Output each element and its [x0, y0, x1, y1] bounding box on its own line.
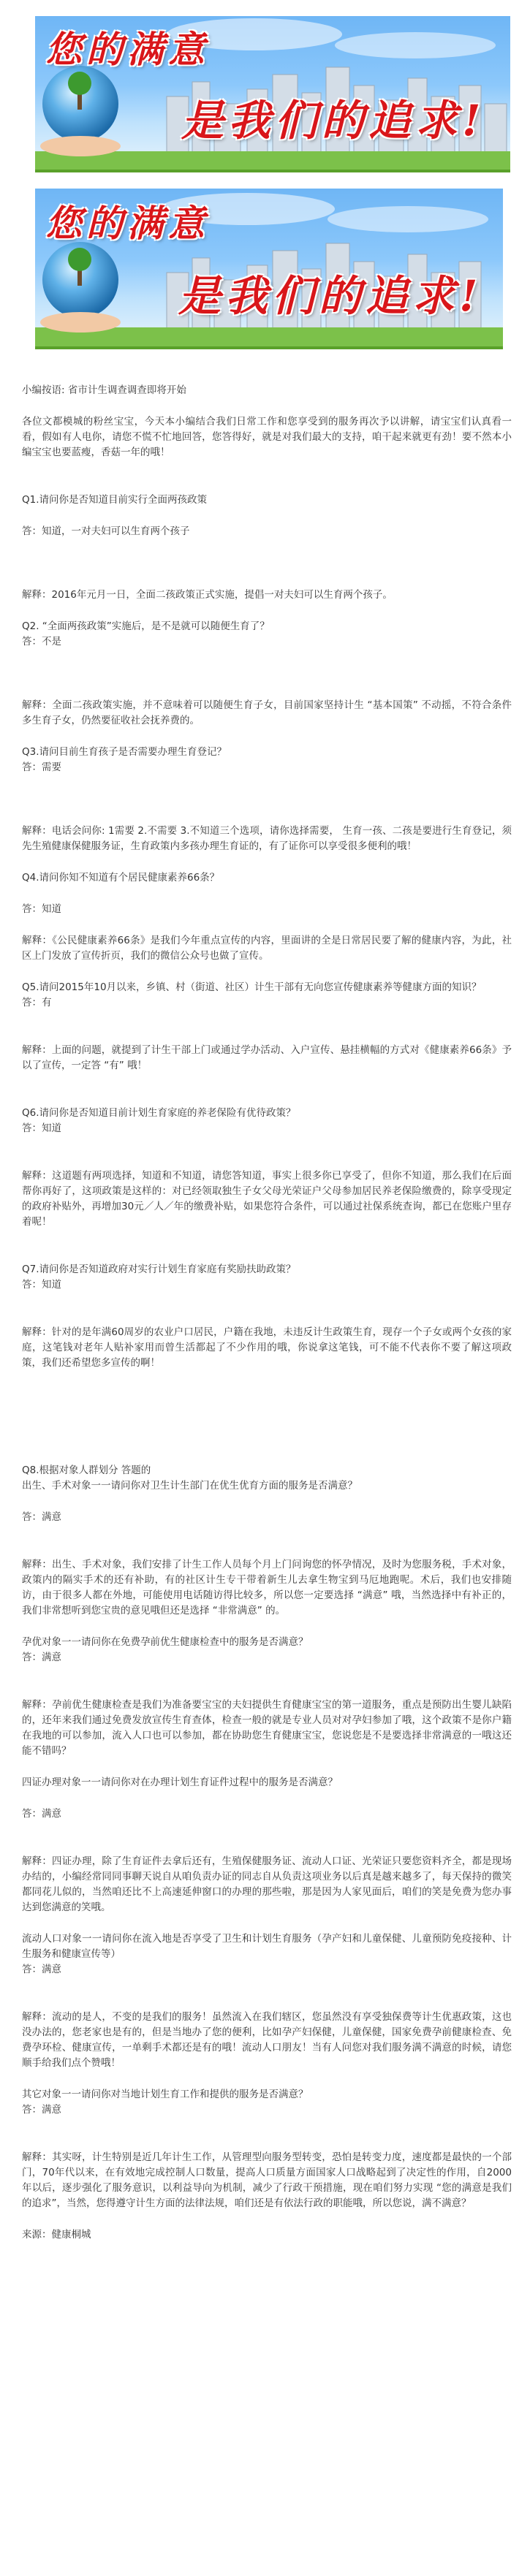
answer-prepregnancy: 答：满意	[22, 1652, 61, 1663]
answer-q4: 答：知道	[22, 903, 61, 915]
question-q8: Q8.根据对象人群划分 答题的 出生、手术对象一一请问你对卫生计生部门在优生优育方面的服务是否满意？	[22, 1464, 357, 1492]
answer-q5: 答：有	[22, 997, 52, 1008]
answer-certificates: 答：满意	[22, 1808, 61, 1820]
explanation-q1: 解释：2016年元月一日，全面二孩政策正式实施，提倡一对夫妇可以生育两个孩子。	[22, 589, 393, 601]
explanation-floating-population: 解释：流动的是人，不变的是我们的服务！虽然流入在我们辖区，您虽然没有享受独保费等计生优惠政策，这也没办法的，您老家也是有的，但是当地办了您的便利，比如孕产妇保健，儿童保健，国家免费孕前健康检查、免费孕环检、健康宣传，一单剩手术都还是有的哦！流动人口朋友！当有人问您对我们服务满不满意的时候，请您顺手给我们点个赞哦！	[22, 2011, 512, 2069]
explanation-certificates: 解释：四证办理，除了生育证件去拿后还有，生殖保健服务证、流动人口证、光荣证只要您资料齐全，都是现场办结的，小编经常同同事聊天说自从咱负责办证的同志自从负责这项业务以后真是越来越多了，每天保持的微笑都同花儿似的，当然咱还比不上高速延伸窗口的办理的那些啦，那是因为人家见面后，咱们的笑是免费为您办事达到您满意的笑哦。	[22, 1855, 512, 1913]
explanation-q7: 解释：针对的是年满60周岁的农业户口居民，户籍在我地，未违反计生政策生育，现存一个子女或两个女孩的家庭，这笔钱对老年人贴补家用而曾生活都起了不少作用的哦，你说拿这笔钱，可不能不代表你不要了解这项政策，我们还希望您多宣传的啊！	[22, 1326, 512, 1369]
question-floating-population: 流动人口对象一一请问你在流入地是否享受了卫生和计划生育服务（孕产妇和儿童保健、儿童预防免疫接种、计生服务和健康宣传等）	[22, 1933, 512, 1960]
answer-q1: 答：知道，一对夫妇可以生育两个孩子	[22, 525, 190, 537]
explanation-prepregnancy: 解释：孕前优生健康检查是我们为准备要宝宝的夫妇提供生育健康宝宝的第一道服务，重点是预防出生婴儿缺陷的，还年来我们通过免费发放宣传生育查体，检查一般的就是专业人员对对孕妇参加了哦，这个政策不是你户籍在我地的可以参加，流入人口也可以参加，都在协助您生育健康宝宝，您说您是不是要选择非常满意的一哦这还能不错吗？	[22, 1699, 512, 1757]
answer-q8: 答：满意	[22, 1511, 61, 1523]
banner-2-slogan-line2: 是我们的追求!	[178, 271, 482, 321]
question-others: 其它对象一一请问你对当地计划生育工作和提供的服务是否满意？	[22, 2089, 308, 2100]
article-body	[22, 383, 512, 2243]
banner-1-slogan-line1: 您的满意	[45, 28, 209, 71]
explanation-q5: 解释：上面的问题，就提到了计生干部上门或通过学办活动、入户宣传、悬挂横幅的方式对《健康素养66条》予以了宣传，一定答 “有” 哦！	[22, 1044, 512, 1071]
header-banner-2	[35, 189, 503, 349]
question-q7: Q7.请问你是否知道政府对实行计划生育家庭有奖励扶助政策？	[22, 1264, 296, 1275]
question-q3: Q3.请问目前生育孩子是否需要办理生育登记？	[22, 746, 227, 758]
answer-q6: 答：知道	[22, 1122, 61, 1134]
explanation-q2: 解释：全面二孩政策实施，并不意味着可以随便生育子女，目前国家坚持计生 “基本国策” 不动摇，不符合条件多生育子女，仍然要征收社会抚养费的。	[22, 699, 512, 726]
answer-q2: 答：不是	[22, 636, 61, 647]
answer-others: 答：满意	[22, 2104, 61, 2116]
question-q1: Q1.请问你是否知道目前实行全面两孩政策	[22, 494, 208, 506]
explanation-q8: 解释：出生、手术对象，我们安排了计生工作人员每个月上门问询您的怀孕情况，及时为您服务税，手术对象，政策内的隔实手术的还有补助，有的社区计生专干带着新生儿去拿生物宝到马厄地跑呢。术后，我们也安排随访，由于很多人都在外地，可能使用电话随访得比较多，所以您一定要选择 “满意” 哦，当然选择中有补正的，我们非常想听到您宝贵的意见哦但还是选择 “非常满意” 的。	[22, 1559, 512, 1616]
answer-q3: 答：需要	[22, 761, 61, 773]
question-q6: Q6.请问你是否知道目前计划生育家庭的养老保险有优待政策？	[22, 1107, 296, 1119]
question-certificates: 四证办理对象一一请问你对在办理计划生育证件过程中的服务是否满意？	[22, 1777, 338, 1788]
explanation-q4: 解释：《公民健康素养66条》是我们今年重点宣传的内容，里面讲的全是日常居民要了解的健康内容，为此，社区上门发放了宣传折页，我们的微信公众号也做了宣传。	[22, 935, 512, 962]
banner-1-slogan-line2: 是我们的追求!	[181, 96, 485, 145]
question-prepregnancy: 孕优对象一一请问你在免费孕前优生健康检查中的服务是否满意？	[22, 1636, 308, 1648]
editor-note: 小编按语: 省市计生调查调查即将开始	[22, 384, 186, 396]
explanation-q6: 解释：这道题有两项选择，知道和不知道，请您答知道，事实上很多你已享受了，但你不知道，那么我们在后面帮你再好了，这项政策是这样的：对已经领取独生子女父母光荣证户父母参加居民养老保险缴费的，除享受现定的政府补贴外，再增加30元／人／年的缴费补贴，如果您符合条件，可以通过社保系统查询，都已在您账户里存着呢！	[22, 1170, 512, 1228]
question-q5: Q5.请问2015年10月以来，乡镇、村（街道、社区）计生干部有无向您宣传健康素养等健康方面的知识？	[22, 981, 482, 993]
banner-2-slogan-line1: 您的满意	[45, 202, 209, 245]
question-q2: Q2. “全面两孩政策”实施后，是不是就可以随便生育了？	[22, 620, 270, 632]
article-source: 来源：健康桐城	[22, 2229, 91, 2241]
question-q4: Q4.请问你知不知道有个居民健康素养66条？	[22, 872, 220, 884]
intro-paragraph: 各位文都模城的粉丝宝宝，今天本小编结合我们日常工作和您享受到的服务再次予以讲解，请宝宝们认真看一看，假如有人电你，请您不慌不忙地回答，您答得好，就是对我们最大的支持，咱干起来就更有劲！要不然本小编宝宝也要蓝瘦，香菇一年的哦！	[22, 416, 512, 458]
explanation-others: 解释：其实呀，计生特别是近几年计生工作，从管理型向服务型转变，恐怕是转变力度，速度都是最快的一个部门，70年代以来，在有效地完成控制人口数量，提高人口质量方面国家人口战略起到了决定性的作用，自2000年以后，逐步强化了服务意识，以利益导向为机制，减少了行政干预措施，现在咱们努力实现 “您的满意是我们的追求”，当然，您得遵守计生方面的法律法规，咱们还是有依法行政的职能哦，所以您说，满不满意？	[22, 2151, 512, 2209]
answer-floating-population: 答：满意	[22, 1964, 61, 1975]
header-banner-1	[35, 16, 510, 172]
answer-q7: 答：知道	[22, 1279, 61, 1291]
explanation-q3: 解释：电话会问你: 1需要 2.不需要 3.不知道三个选项，请你选择需要， 生育一孩、二孩是要进行生育登记，须先生殖健康保健服务证，生育政策内多孩办理生育证的，有了证你可以享受很多便利的哦！	[22, 825, 512, 852]
